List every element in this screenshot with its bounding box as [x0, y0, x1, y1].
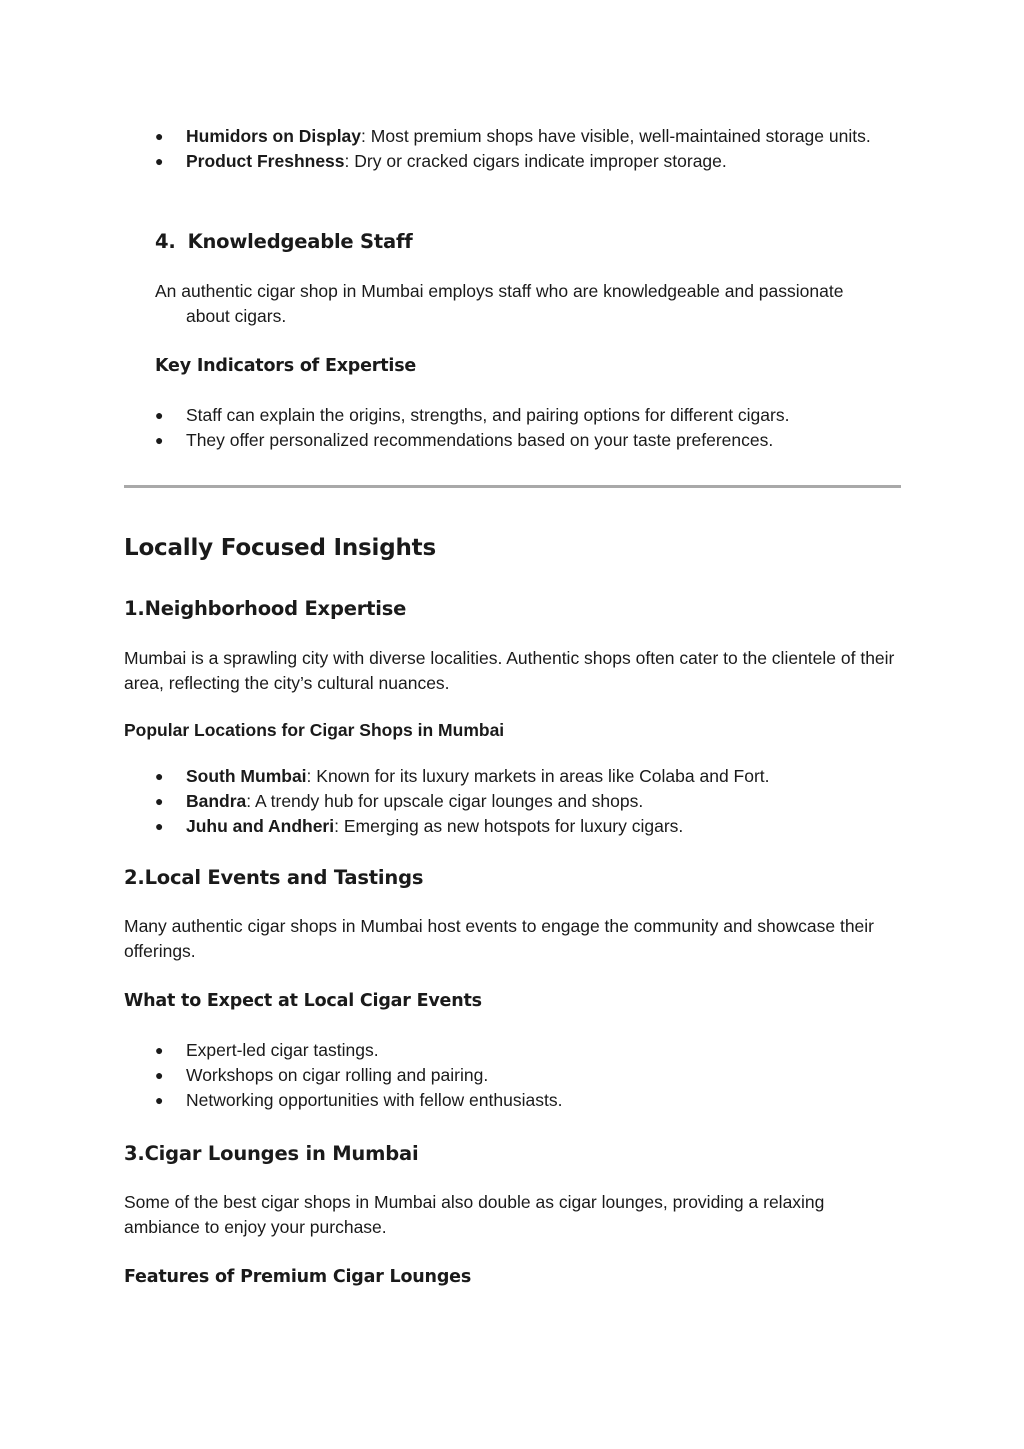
lounges-subheading: Features of Premium Cigar Lounges: [124, 1267, 472, 1287]
bullet-term: Bandra: [186, 791, 247, 811]
bullet-text: : Dry or cracked cigars indicate improper storage.: [344, 151, 727, 171]
neighborhood-paragraph: Mumbai is a sprawling city with diverse localities. Authentic shops often cater to the clientele of their area, reflecting the city’s cultural nuances.: [124, 648, 895, 693]
events-heading: 2.Local Events and Tastings: [124, 866, 424, 889]
heading-text: Knowledgeable Staff: [187, 230, 413, 253]
bullet-term: Humidors on Display: [186, 126, 362, 146]
events-bullet-list: [124, 1038, 904, 1113]
staff-paragraph: An authentic cigar shop in Mumbai employs staff who are knowledgeable and passionate about cigars.: [155, 281, 844, 326]
lounges-heading: 3.Cigar Lounges in Mumbai: [124, 1142, 419, 1165]
events-subheading: What to Expect at Local Cigar Events: [124, 991, 482, 1011]
bullet-text: : Known for its luxury markets in areas like Colaba and Fort.: [306, 766, 770, 786]
section-title: Locally Focused Insights: [124, 535, 436, 561]
knowledgeable-staff-heading: [155, 228, 413, 256]
list-item: [124, 789, 904, 814]
list-item: [124, 764, 904, 789]
list-item: [124, 124, 904, 149]
bullet-term: Juhu and Andheri: [186, 816, 335, 836]
section-divider: [124, 485, 901, 488]
neighborhood-heading: 1.Neighborhood Expertise: [124, 597, 407, 620]
list-item: ● Staff can explain the origins, strengths, and pairing options for different cigars.: [124, 403, 904, 428]
bullet-text: : Most premium shops have visible, well-maintained storage units.: [361, 126, 871, 146]
locations-bullet-list: [124, 764, 904, 839]
expertise-bullet-list: [124, 403, 904, 453]
list-item: ● Networking opportunities with fellow enthusiasts.: [124, 1088, 904, 1113]
expertise-subheading: Key Indicators of Expertise: [155, 356, 417, 376]
events-paragraph: Many authentic cigar shops in Mumbai host events to engage the community and showcase their offerings.: [124, 916, 874, 961]
list-item: ● They offer personalized recommendations based on your taste preferences.: [124, 428, 904, 453]
list-item: ● Expert-led cigar tastings.: [124, 1038, 904, 1063]
bullet-term: South Mumbai: [186, 766, 307, 786]
list-item: [124, 149, 904, 174]
bullet-text: : Emerging as new hotspots for luxury cigars.: [334, 816, 684, 836]
list-item: [124, 814, 904, 839]
list-item: ● Workshops on cigar rolling and pairing.: [124, 1063, 904, 1088]
lounges-paragraph: Some of the best cigar shops in Mumbai also double as cigar lounges, providing a relaxing ambiance to enjoy your purchase.: [124, 1192, 825, 1237]
bullet-term: Product Freshness: [186, 151, 345, 171]
storage-bullet-list: [124, 124, 904, 174]
bullet-text: : A trendy hub for upscale cigar lounges and shops.: [246, 791, 644, 811]
locations-subheading: Popular Locations for Cigar Shops in Mumbai: [124, 720, 505, 740]
heading-number: 4.: [155, 230, 176, 253]
